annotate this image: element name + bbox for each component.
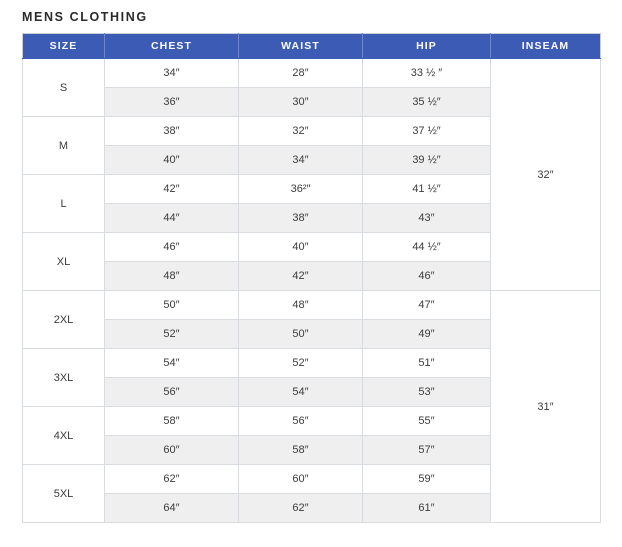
waist-value: 34″ <box>239 146 363 175</box>
size-chart-table <box>22 33 601 523</box>
chest-value: 40″ <box>105 146 239 175</box>
hip-value: 41 ½″ <box>363 175 491 204</box>
waist-value: 58″ <box>239 436 363 465</box>
waist-value: 56″ <box>239 407 363 436</box>
hip-value: 46″ <box>363 262 491 291</box>
hip-value: 39 ½″ <box>363 146 491 175</box>
size-label: M <box>23 117 105 175</box>
size-label: 4XL <box>23 407 105 465</box>
size-label: 5XL <box>23 465 105 523</box>
size-label: S <box>23 59 105 117</box>
hip-value: 35 ½″ <box>363 88 491 117</box>
chest-value: 62″ <box>105 465 239 494</box>
chest-value: 54″ <box>105 349 239 378</box>
chest-value: 60″ <box>105 436 239 465</box>
column-header-size: SIZE <box>23 34 105 59</box>
table-row <box>23 59 601 88</box>
hip-value: 51″ <box>363 349 491 378</box>
chest-value: 52″ <box>105 320 239 349</box>
chest-value: 36″ <box>105 88 239 117</box>
chest-value: 50″ <box>105 291 239 320</box>
hip-value: 53″ <box>363 378 491 407</box>
size-label: XL <box>23 233 105 291</box>
hip-value: 57″ <box>363 436 491 465</box>
size-label: 2XL <box>23 291 105 349</box>
table-row <box>23 291 601 320</box>
hip-value: 49″ <box>363 320 491 349</box>
column-header-waist: WAIST <box>239 34 363 59</box>
waist-value: 62″ <box>239 494 363 523</box>
column-header-chest: CHEST <box>105 34 239 59</box>
inseam-value: 32″ <box>491 59 601 291</box>
waist-value: 36²″ <box>239 175 363 204</box>
waist-value: 50″ <box>239 320 363 349</box>
table-header-row <box>23 34 601 59</box>
chest-value: 42″ <box>105 175 239 204</box>
chest-value: 48″ <box>105 262 239 291</box>
chest-value: 56″ <box>105 378 239 407</box>
inseam-value: 31″ <box>491 291 601 523</box>
waist-value: 54″ <box>239 378 363 407</box>
chest-value: 44″ <box>105 204 239 233</box>
hip-value: 61″ <box>363 494 491 523</box>
waist-value: 32″ <box>239 117 363 146</box>
hip-value: 47″ <box>363 291 491 320</box>
hip-value: 44 ½″ <box>363 233 491 262</box>
chest-value: 38″ <box>105 117 239 146</box>
waist-value: 48″ <box>239 291 363 320</box>
column-header-hip: HIP <box>363 34 491 59</box>
chest-value: 64″ <box>105 494 239 523</box>
waist-value: 40″ <box>239 233 363 262</box>
chest-value: 34″ <box>105 59 239 88</box>
chest-value: 58″ <box>105 407 239 436</box>
hip-value: 33 ½ ″ <box>363 59 491 88</box>
size-label: 3XL <box>23 349 105 407</box>
hip-value: 37 ½″ <box>363 117 491 146</box>
column-header-inseam: INSEAM <box>491 34 601 59</box>
chest-value: 46″ <box>105 233 239 262</box>
hip-value: 43″ <box>363 204 491 233</box>
waist-value: 52″ <box>239 349 363 378</box>
waist-value: 60″ <box>239 465 363 494</box>
table-body <box>23 59 601 523</box>
waist-value: 30″ <box>239 88 363 117</box>
hip-value: 55″ <box>363 407 491 436</box>
size-label: L <box>23 175 105 233</box>
waist-value: 42″ <box>239 262 363 291</box>
waist-value: 28″ <box>239 59 363 88</box>
page-title: MENS CLOTHING <box>22 10 148 24</box>
table-header <box>23 34 601 59</box>
waist-value: 38″ <box>239 204 363 233</box>
hip-value: 59″ <box>363 465 491 494</box>
